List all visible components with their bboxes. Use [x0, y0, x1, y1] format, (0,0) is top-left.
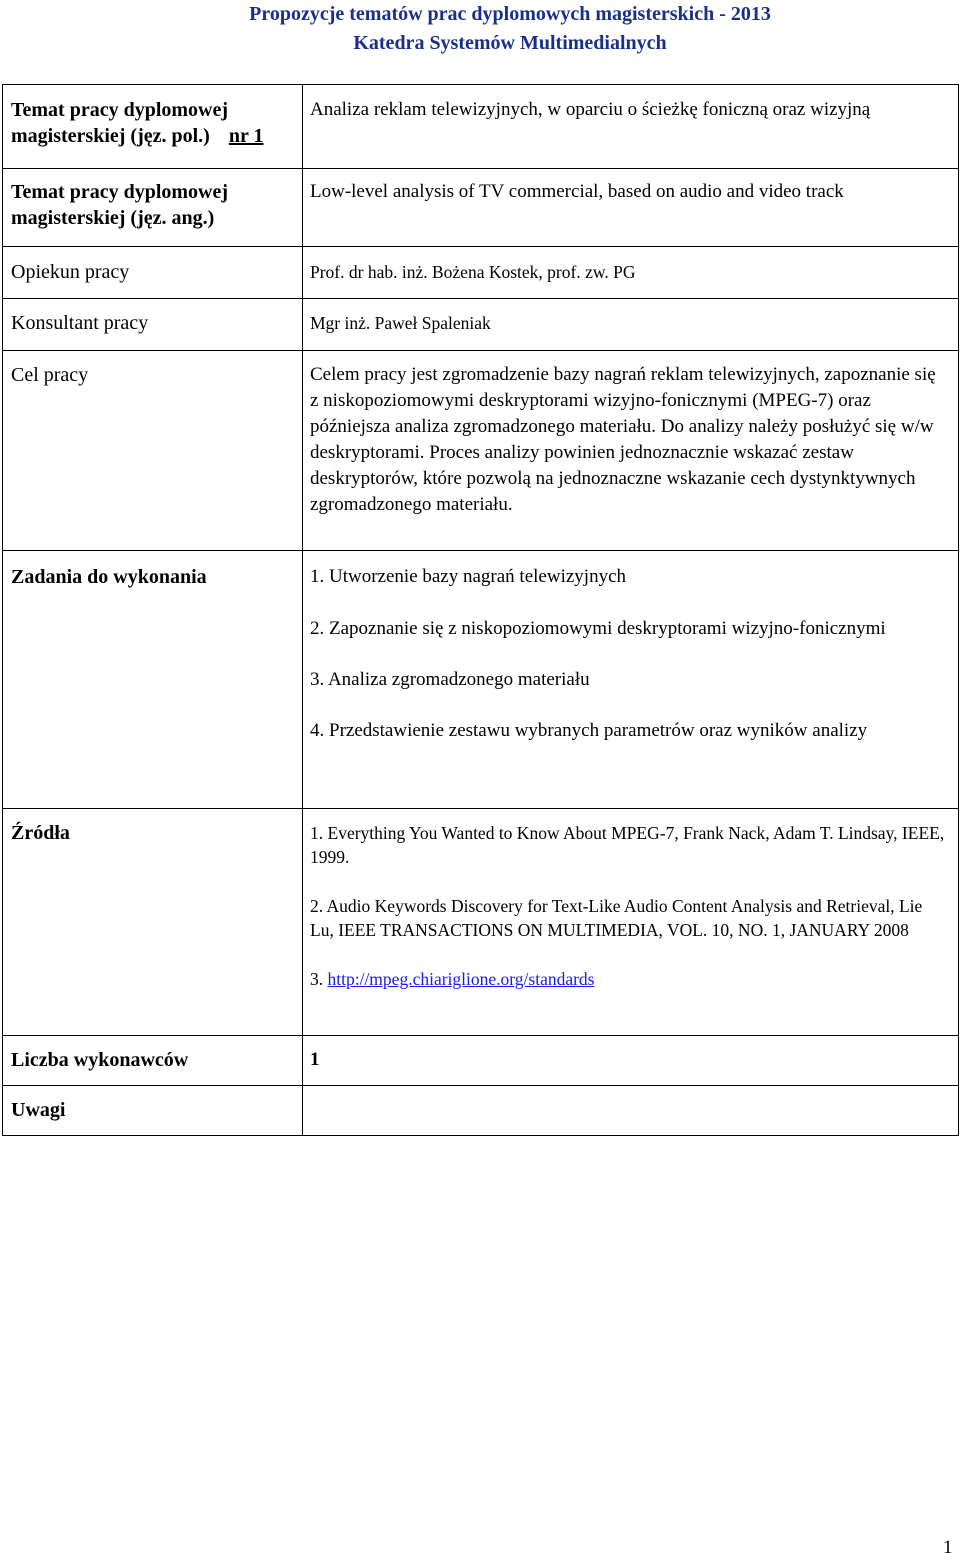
konsultant-label-cell [3, 299, 303, 351]
liczba-label-cell [3, 1036, 303, 1086]
header-subtitle: Katedra Systemów Multimedialnych [353, 32, 667, 54]
uwagi-label: Uwagi [11, 1099, 66, 1121]
opiekun-label-cell [3, 247, 303, 299]
opiekun-value-cell [303, 247, 959, 299]
cel-value-cell [303, 351, 959, 551]
opiekun-label: Opiekun pracy [11, 261, 130, 283]
row-liczba [3, 1036, 959, 1086]
uwagi-value-cell [303, 1086, 959, 1136]
uwagi-value [303, 1086, 958, 1097]
temat-en-label: Temat pracy dyplomowej magisterskiej (jęz. ang.) [11, 181, 229, 229]
row-temat-en [3, 169, 959, 247]
page-header [0, 0, 960, 58]
row-opiekun [3, 247, 959, 299]
zrodla-item: 2. Audio Keywords Discovery for Text-Like Audio Content Analysis and Retrieval, Lie Lu, IEEE TRANSACTIONS ON MULTIMEDIA, VOL. 10, NO. 1, JANUARY 2008 [310, 896, 923, 940]
liczba-value-cell [303, 1036, 959, 1086]
opiekun-value: Prof. dr hab. inż. Bożena Kostek, prof. zw. PG [310, 262, 636, 282]
header-title: Propozycje tematów prac dyplomowych magisterskich - 2013 [249, 3, 771, 25]
row-cel [3, 351, 959, 551]
zrodla-label: Źródła [11, 822, 70, 844]
row-zadania [3, 551, 959, 809]
konsultant-value: Mgr inż. Paweł Spaleniak [310, 313, 491, 333]
temat-pl-value-cell [303, 85, 959, 169]
liczba-value: 1 [310, 1049, 320, 1070]
temat-pl-value: Analiza reklam telewizyjnych, w oparciu o ścieżkę foniczną oraz wizyjną [310, 99, 871, 120]
thesis-form-table [2, 84, 959, 1136]
liczba-label: Liczba wykonawców [11, 1049, 189, 1071]
uwagi-label-cell [3, 1086, 303, 1136]
cel-label: Cel pracy [11, 364, 89, 386]
zadania-item: 3. Analiza zgromadzonego materiału [310, 669, 590, 690]
zrodla-item-link-row [310, 967, 948, 991]
zadania-label: Zadania do wykonania [11, 566, 207, 588]
page-number: 1 [943, 1537, 953, 1558]
temat-pl-label-cell [3, 85, 303, 169]
temat-en-value-cell [303, 169, 959, 247]
temat-en-value: Low-level analysis of TV commercial, based on audio and video track [310, 181, 844, 202]
zadania-label-cell [3, 551, 303, 809]
temat-pl-label: Temat pracy dyplomowej magisterskiej (jęz. pol.) [11, 99, 229, 147]
zadania-item: 4. Przedstawienie zestawu wybranych parametrów oraz wyników analizy [310, 720, 868, 741]
temat-en-label-cell [3, 169, 303, 247]
row-konsultant [3, 299, 959, 351]
row-uwagi [3, 1086, 959, 1136]
zadania-item: 1. Utworzenie bazy nagrań telewizyjnych [310, 566, 627, 587]
zrodla-label-cell [3, 809, 303, 1036]
cel-label-cell [3, 351, 303, 551]
zadania-value-cell [303, 551, 959, 809]
zadania-item: 2. Zapoznanie się z niskopoziomowymi deskryptorami wizyjno-fonicznymi [310, 618, 886, 639]
zrodla-value-cell [303, 809, 959, 1036]
konsultant-label: Konsultant pracy [11, 312, 149, 334]
temat-pl-nr: nr 1 [228, 125, 264, 147]
row-zrodla [3, 809, 959, 1036]
cel-value: Celem pracy jest zgromadzenie bazy nagrań reklam telewizyjnych, zapoznanie się z niskopoziomowymi deskryptorami wizyjno-fonicznymi (MPEG-7) oraz późniejsza analiza zgromadzonego materiału. Do analizy należy posłużyć się w/w deskryptorami. Proces analizy powinien jednoznacznie wskazać zestaw deskryptorów, które pozwolą na jednoznaczne wskazanie cech dystynktywnych zgromadzonego materiału. [310, 364, 936, 515]
mpeg-standards-link[interactable]: http://mpeg.chiariglione.org/standards [327, 969, 595, 989]
konsultant-value-cell [303, 299, 959, 351]
zrodla-item: 1. Everything You Wanted to Know About MPEG-7, Frank Nack, Adam T. Lindsay, IEEE, 1999. [310, 823, 945, 867]
row-temat-pl [3, 85, 959, 169]
zrodla-item3-prefix: 3. [310, 969, 324, 989]
